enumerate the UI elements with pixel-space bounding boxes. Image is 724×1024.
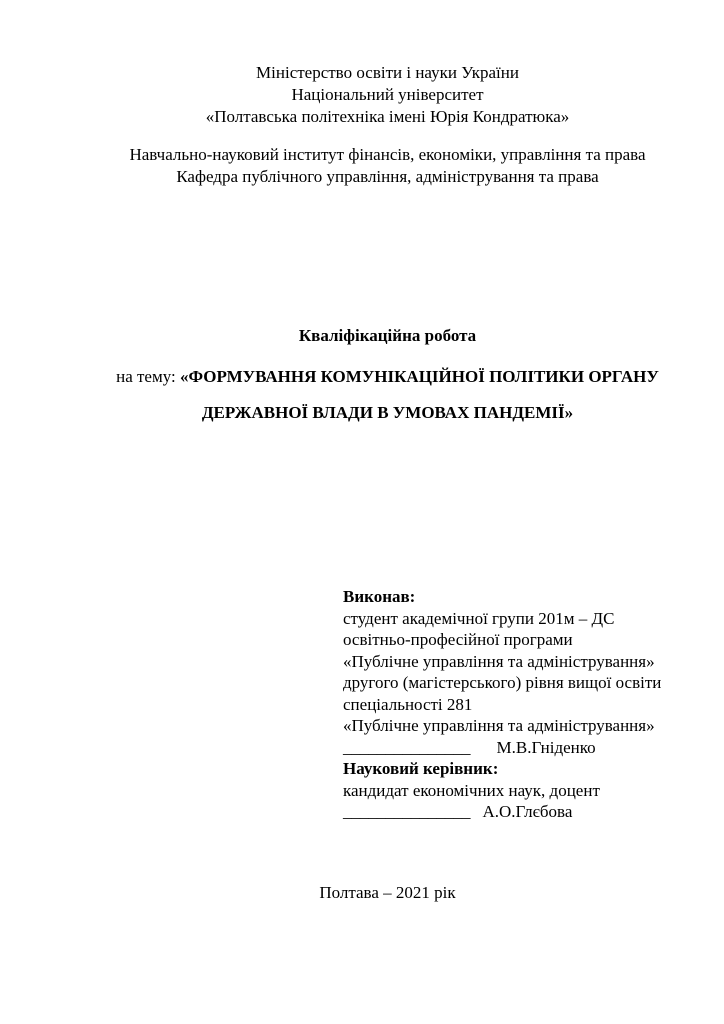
author-line: освітньо-професійної програми: [343, 630, 573, 649]
city-year-line: Полтава – 2021 рік: [319, 882, 456, 902]
author-signature-row: [343, 737, 672, 759]
topic-prefix: на тему:: [116, 367, 180, 386]
thesis-topic: [103, 359, 672, 431]
performed-label: Виконав:: [343, 587, 416, 606]
supervisor-signature-row: [343, 801, 672, 823]
supervisor-name: А.О.Глєбова: [482, 802, 573, 821]
author-line: спеціальності 281: [343, 694, 473, 714]
header-block: [103, 62, 672, 128]
author-line: «Публічне управління та адміністрування»: [343, 716, 655, 735]
topic-text: «ФОРМУВАННЯ КОМУНІКАЦІЙНОЇ ПОЛІТИКИ ОРГАНУ ДЕРЖАВНОЇ ВЛАДИ В УМОВАХ ПАНДЕМІЇ»: [179, 367, 659, 422]
author-line: другого (магістерського) рівня вищої освіти: [343, 673, 662, 692]
author-line: студент академічної групи 201м – ДС: [343, 608, 615, 628]
supervisor-degree: кандидат економічних наук, доцент: [343, 780, 600, 800]
university-name-line: «Полтавська політехніка імені Юрія Кондратюка»: [205, 107, 570, 126]
institute-line: Навчально-науковий інститут фінансів, економіки, управління та права: [129, 145, 646, 164]
university-line: Національний університет: [291, 85, 484, 104]
work-type-title: Кваліфікаційна робота: [298, 326, 477, 345]
author-line: «Публічне управління та адміністрування»: [343, 651, 655, 671]
supervisor-label: Науковий керівник:: [343, 759, 499, 778]
ministry-line: Міністерство освіти і науки України: [256, 63, 519, 82]
institute-block: [103, 144, 672, 188]
signature-blank: _______________: [343, 737, 471, 757]
supervisor-signature-blank: _______________: [343, 802, 471, 821]
author-block: [343, 586, 672, 823]
department-line: Кафедра публічного управління, адміністрування та права: [176, 167, 599, 186]
author-name: М.В.Гніденко: [496, 737, 596, 757]
